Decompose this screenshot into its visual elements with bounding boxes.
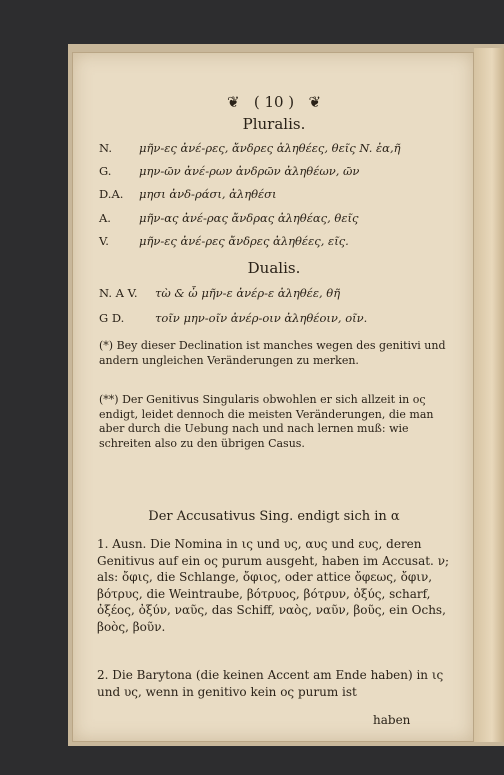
footnote-2: (**) Der Genitivus Singularis obwohlen er sich allzeit in ος endigt, leidet dennoch die meisten Veränderungen, die man aber durch die Uebung nach und nach lernen muß: wie schreiten also zu den übrigen Casus. [99,393,434,450]
case-label: V. [99,234,109,248]
page-header [73,93,475,111]
rule-1-paragraph: 1. Ausn. Die Nomina in ις und υς, αυς und ευς, deren Genitivus auf ein ος purum ausgeht, haben im Accusat. ν; als: ὄφις, die Schlange, ὄφιος, oder attice ὄφεως, ὄφιν, βότρυς, die Weintraube, βότρυος, βότρυν, ὀξύς, scharf, ὀξέος, ὀξύν, ναῦς, das Schiff, ναὸς, ναῦν, βοῦς, ein Ochs, βοὸς, βοῦν. [97,537,450,634]
case-label: G. [99,164,112,178]
book-page [72,52,474,742]
pluralis-row-g [99,164,359,178]
pluralis-row-a [99,211,358,225]
dualis-row-nav [99,286,340,300]
case-forms: μῆν-ες ἀνέ-ρες ἄνδρες ἀληθέες, εῖς. [139,234,349,248]
case-label: G D. [99,311,125,325]
case-label: A. [99,211,111,225]
case-label: D.A. [99,187,124,201]
right-ornament: ❦ [308,93,322,111]
pluralis-row-v [99,234,349,248]
dualis-title: Dualis. [247,259,301,277]
page-number: ( 10 ) [253,93,295,111]
footnote-1: (*) Bey dieser Declination ist manches wegen des genitivi und andern ungleichen Veränderungen zu merken. [99,339,446,367]
dualis-row-gd [99,311,367,325]
section-heading: Der Accusativus Sing. endigt sich in α [148,509,400,524]
case-forms: μῆν-ες ἀνέ-ρες, ἄνδρες ἀληθέες, θεῖς N. ἐα,ῆ [139,141,401,155]
left-ornament: ❦ [226,93,240,111]
case-forms: μῆν-ας ἀνέ-ρας ἄνδρας ἀληθέας, θεῖς [139,211,359,225]
catchword: haben [373,713,411,727]
case-label: N. A V. [99,286,138,300]
case-forms: τὼ & ὦ μῆν-ε ἀνέρ-ε ἀληθέε, θῆ [155,286,341,300]
pluralis-row-d [99,187,277,201]
case-forms: μην-ῶν ἀνέ-ρων ἀνδρῶν ἀληθέων, ῶν [139,164,360,178]
pluralis-row-n [99,141,401,155]
case-forms: μησι ἀνδ-ράσι, ἀληθέσι [139,187,277,201]
rule-2-paragraph: 2. Die Barytona (die keinen Accent am Ende haben) in ις und υς, wenn in genitivo kein ος purum ist [97,668,444,699]
pluralis-title: Pluralis. [242,115,306,133]
book-gutter [474,48,504,742]
case-forms: τοῖν μην-οῖν ἀνέρ-οιν ἀληθέοιν, οῖν. [155,311,368,325]
case-label: N. [99,141,112,155]
